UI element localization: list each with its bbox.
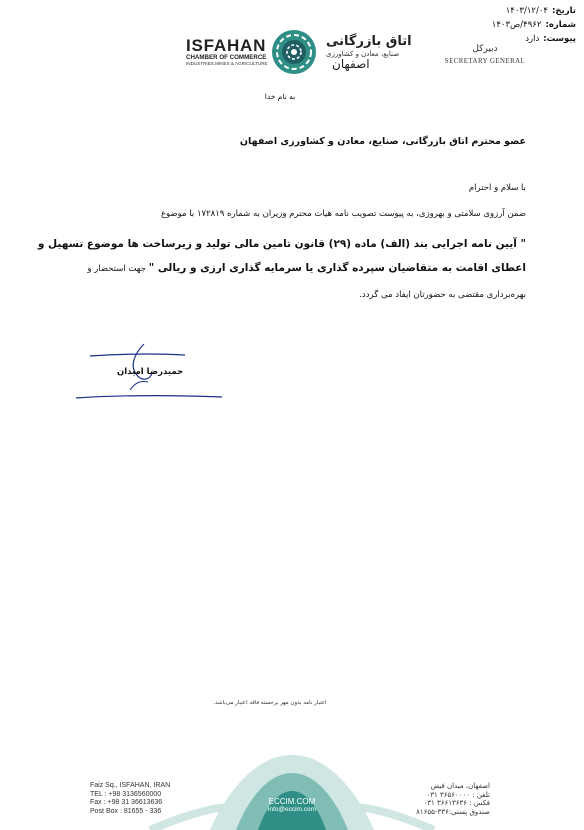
secretary-title-en: SECRETARY GENERAL: [444, 58, 526, 65]
body-line-1: ضمن آرزوی سلامتی و بهروزی، به پیوست تصویب نامه هیات محترم وزیران به شماره ۱۷۲۸۱۹ با موضوع: [160, 209, 526, 219]
address-english: [90, 782, 170, 816]
address-en-line: Post Box : 81655 - 336: [90, 807, 162, 815]
body-line-4: بهره‌برداری مقتضی به حضورتان ایفاد می گردد.: [359, 290, 526, 300]
signer-name: حمیدرضا امیدان: [117, 367, 184, 377]
body-line-3: [87, 262, 526, 274]
body-line-2: " آیین نامه اجرایی بند (الف) ماده (۲۹) قانون تامین مالی تولید و زیرساخت ها موضوع تسهیل و: [37, 238, 526, 250]
number-row: [456, 18, 576, 32]
logo-city-fa: اصفهان: [332, 57, 370, 71]
address-en-line: Fax : +98 31 36613636: [90, 799, 163, 806]
body-line-3-bold: اعطای اقامت به متقاضیان سپرده گذاری یا سرمایه گذاری ارزی و ریالی ": [148, 262, 526, 274]
address-fa-line: فکس : ۳۶۶۱۳۶۳۶ ۰۳۱: [423, 799, 490, 807]
secretary-title-fa: دبیرکل: [472, 44, 498, 54]
number-label: شماره:: [545, 20, 576, 30]
address-persian: [416, 782, 490, 816]
basmala: به نام خدا: [264, 92, 296, 101]
address-fa-line: صندوق پستی:۳۳۶-۸۱۶۵۵: [416, 807, 490, 816]
logo-title-fa: اتاق بازرگانی: [326, 34, 412, 49]
website-link[interactable]: ECCIM.COM: [268, 797, 316, 806]
address-fa-line: تلفن : ۳۶۵۶۰۰۰۰ ۰۳۱: [426, 790, 490, 799]
logo-subtitle-fa: صنایع، معادن و کشاورزی: [326, 50, 400, 58]
address-en-line: TEL : +98 3136560000: [90, 790, 162, 798]
greeting: با سلام و احترام: [468, 183, 526, 193]
email-link[interactable]: info@eccim.com: [267, 806, 317, 813]
letter-metadata: [456, 4, 576, 46]
footer-contact-badge: [252, 797, 332, 813]
logo-title-en: ISFAHAN: [186, 36, 267, 55]
body-line-3-normal: جهت استحضار و: [87, 264, 149, 274]
number-value: ۴۹۶۲/ص۱۴۰۳: [491, 20, 542, 30]
date-value: ۱۴۰۳/۱۲/۰۴: [505, 6, 548, 16]
recipient-line: عضو محترم اتاق بازرگانی، صنایع، معادن و کشاورزی اصفهان: [239, 136, 526, 147]
validity-note: اعتبار نامه بدون مهر برجسته فاقد اعتبار می‌باشد.: [213, 700, 327, 706]
attachment-value: دارد: [525, 34, 540, 44]
date-row: [456, 4, 576, 18]
address-fa-line: اصفهان، میدان فیض: [430, 782, 490, 790]
chamber-logo: [180, 16, 420, 76]
logo-subtitle-en: CHAMBER OF COMMERCE: [186, 54, 267, 61]
attachment-label: پیوست:: [543, 34, 576, 44]
footer-wave-graphic: [0, 725, 584, 830]
secretary-general-heading: [440, 44, 530, 65]
address-en-line: Faiz Sq., ISFAHAN, IRAN: [90, 782, 171, 789]
date-label: تاریخ:: [552, 6, 576, 16]
chamber-emblem-icon: [270, 28, 318, 76]
logo-subtitle2-en: INDUSTRIES,MINES & AGRICULTURE: [186, 61, 268, 66]
